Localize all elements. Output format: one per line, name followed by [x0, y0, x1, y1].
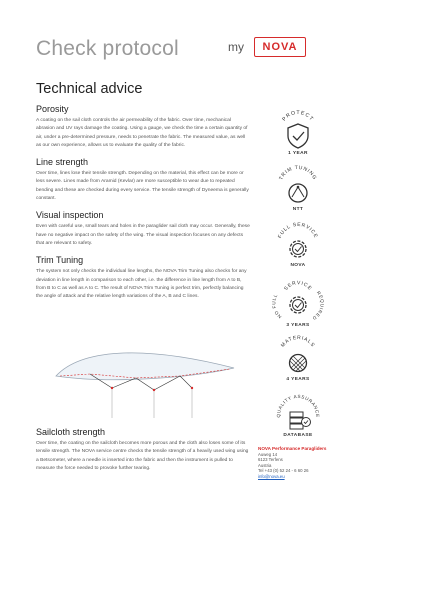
section-title: Porosity [36, 104, 69, 114]
svg-text:FULL SERVICE [277, 222, 319, 239]
section-heading: Technical advice [36, 81, 143, 97]
svg-text:REQUIRED [311, 290, 325, 321]
badge-arc-text: MATERIALS [280, 334, 316, 349]
section-title: Trim Tuning [36, 255, 84, 266]
trim-tuning-section [36, 255, 250, 301]
badge-arc-text: QUALITY ASSURANCE [275, 393, 321, 418]
badge-arc-right-text: REQUIRED [311, 290, 325, 322]
svg-text:SERVICE [283, 280, 313, 292]
porosity-section [36, 104, 250, 150]
section-text: Over time, the coating on the sailcloth becomes more porous and the cloth also loses some of its tensile strength. The NOVA service centre checks the tensile strength of a heavily used wing using a Betsometer, where a needle is inserted into the fabric and then the instrument is pulled to measure the force needed to provoke further tearing. [36, 441, 249, 471]
section-title: Sailcloth strength [36, 427, 106, 437]
svg-text:MATERIALS [280, 335, 316, 349]
gear-check-icon [275, 220, 321, 262]
street-address: Auweg 14 [258, 451, 278, 457]
badge-materials [258, 334, 338, 382]
database-icon [275, 390, 321, 432]
line-strength-section [36, 157, 250, 203]
svg-text:QUALITY ASSURANCE [276, 394, 320, 418]
badge-label: 3 YEARS [286, 323, 310, 328]
logo-text: NOVA [262, 41, 298, 53]
badge-quality-assurance [258, 390, 338, 438]
wing-profile-diagram [50, 338, 240, 422]
badge-arc-text: SERVICE [283, 280, 313, 292]
page-title: Check protocol [36, 37, 179, 60]
badge-arc-left-text: NO FULL [271, 292, 283, 320]
svg-text:NO FULL [271, 293, 282, 319]
badge-protect [258, 108, 338, 156]
svg-text:TRIM TUNING [278, 165, 317, 181]
badge-arc-text: FULL SERVICE [277, 221, 319, 240]
brand-prefix: my [228, 40, 244, 54]
visual-inspection-section [36, 210, 250, 248]
gear-check-icon [269, 276, 327, 322]
fabric-mesh-icon [275, 334, 321, 376]
nova-logo [254, 37, 306, 57]
badge-label: NTT [292, 207, 304, 212]
section-text: A coating on the sail cloth controls the air permeability of the fabric. Over time, mechanical abrasion and UV rays damage the coating. Using a gauge, we check the time a certain quantity of air, under a pre-determined pressure, needs to penetrate the fabric. The measured value, as well as our own experience, allows us to evaluate the quality of the fabric. [36, 118, 248, 148]
badge-service-required [258, 276, 338, 328]
badge-label: 4 YEARS [286, 377, 310, 382]
section-title: Line strength [36, 157, 89, 168]
badge-label: NOVA [290, 263, 306, 268]
badge-label: 1 YEAR [288, 151, 308, 156]
badge-label: DATABASE [283, 433, 313, 438]
svg-text:PROTECT [281, 110, 314, 123]
section-text: The system not only checks the individual line lengths, the NOVA Trim Tuning also checks for any deviation in line length in comparison to each other, i.e. the difference in line length from A to B, from B to C as well as A to C. The result of NOVA Trim Tuning is perfect trim, perfectly balancing the angle of attack and the relative length variations of the A, B and C lines. [36, 269, 247, 300]
city: 6123 Terfens [258, 457, 283, 462]
badge-full-service [258, 220, 338, 268]
section-text: Even with careful use, small tears and holes in the paraglider sail cloth may occur. Generally, these have no negative impact on the safety of the wing. The visual inspection focuses on any defects that are relevant to safety. [36, 224, 250, 246]
section-title: Visual inspection [36, 210, 104, 221]
shield-check-icon [275, 108, 321, 150]
technical-advice [36, 81, 250, 308]
trim-tuning-icon [275, 164, 321, 206]
company-name: NOVA Performance Paragliders [258, 446, 327, 451]
badge-arc-text: TRIM TUNING [278, 164, 318, 182]
sailcloth-section [36, 427, 250, 473]
email-link[interactable]: info@nova.eu [258, 473, 285, 479]
country: Austria [258, 462, 272, 468]
phone: Tel +43 (0) 52 24 - 6 60 26 [258, 468, 309, 473]
badge-arc-text: PROTECT [281, 109, 315, 123]
section-text: Over time, lines lose their tensile strength. Depending on the material, this effect can be more or less severe. Lines made from Aramid (Kevlar) are more susceptible to wear due to repeated bending and these are checked during every service. The tensile strength of Dyneema is generally constant. [36, 171, 249, 202]
badge-trim-tuning [258, 164, 338, 212]
contact-block [258, 446, 368, 479]
